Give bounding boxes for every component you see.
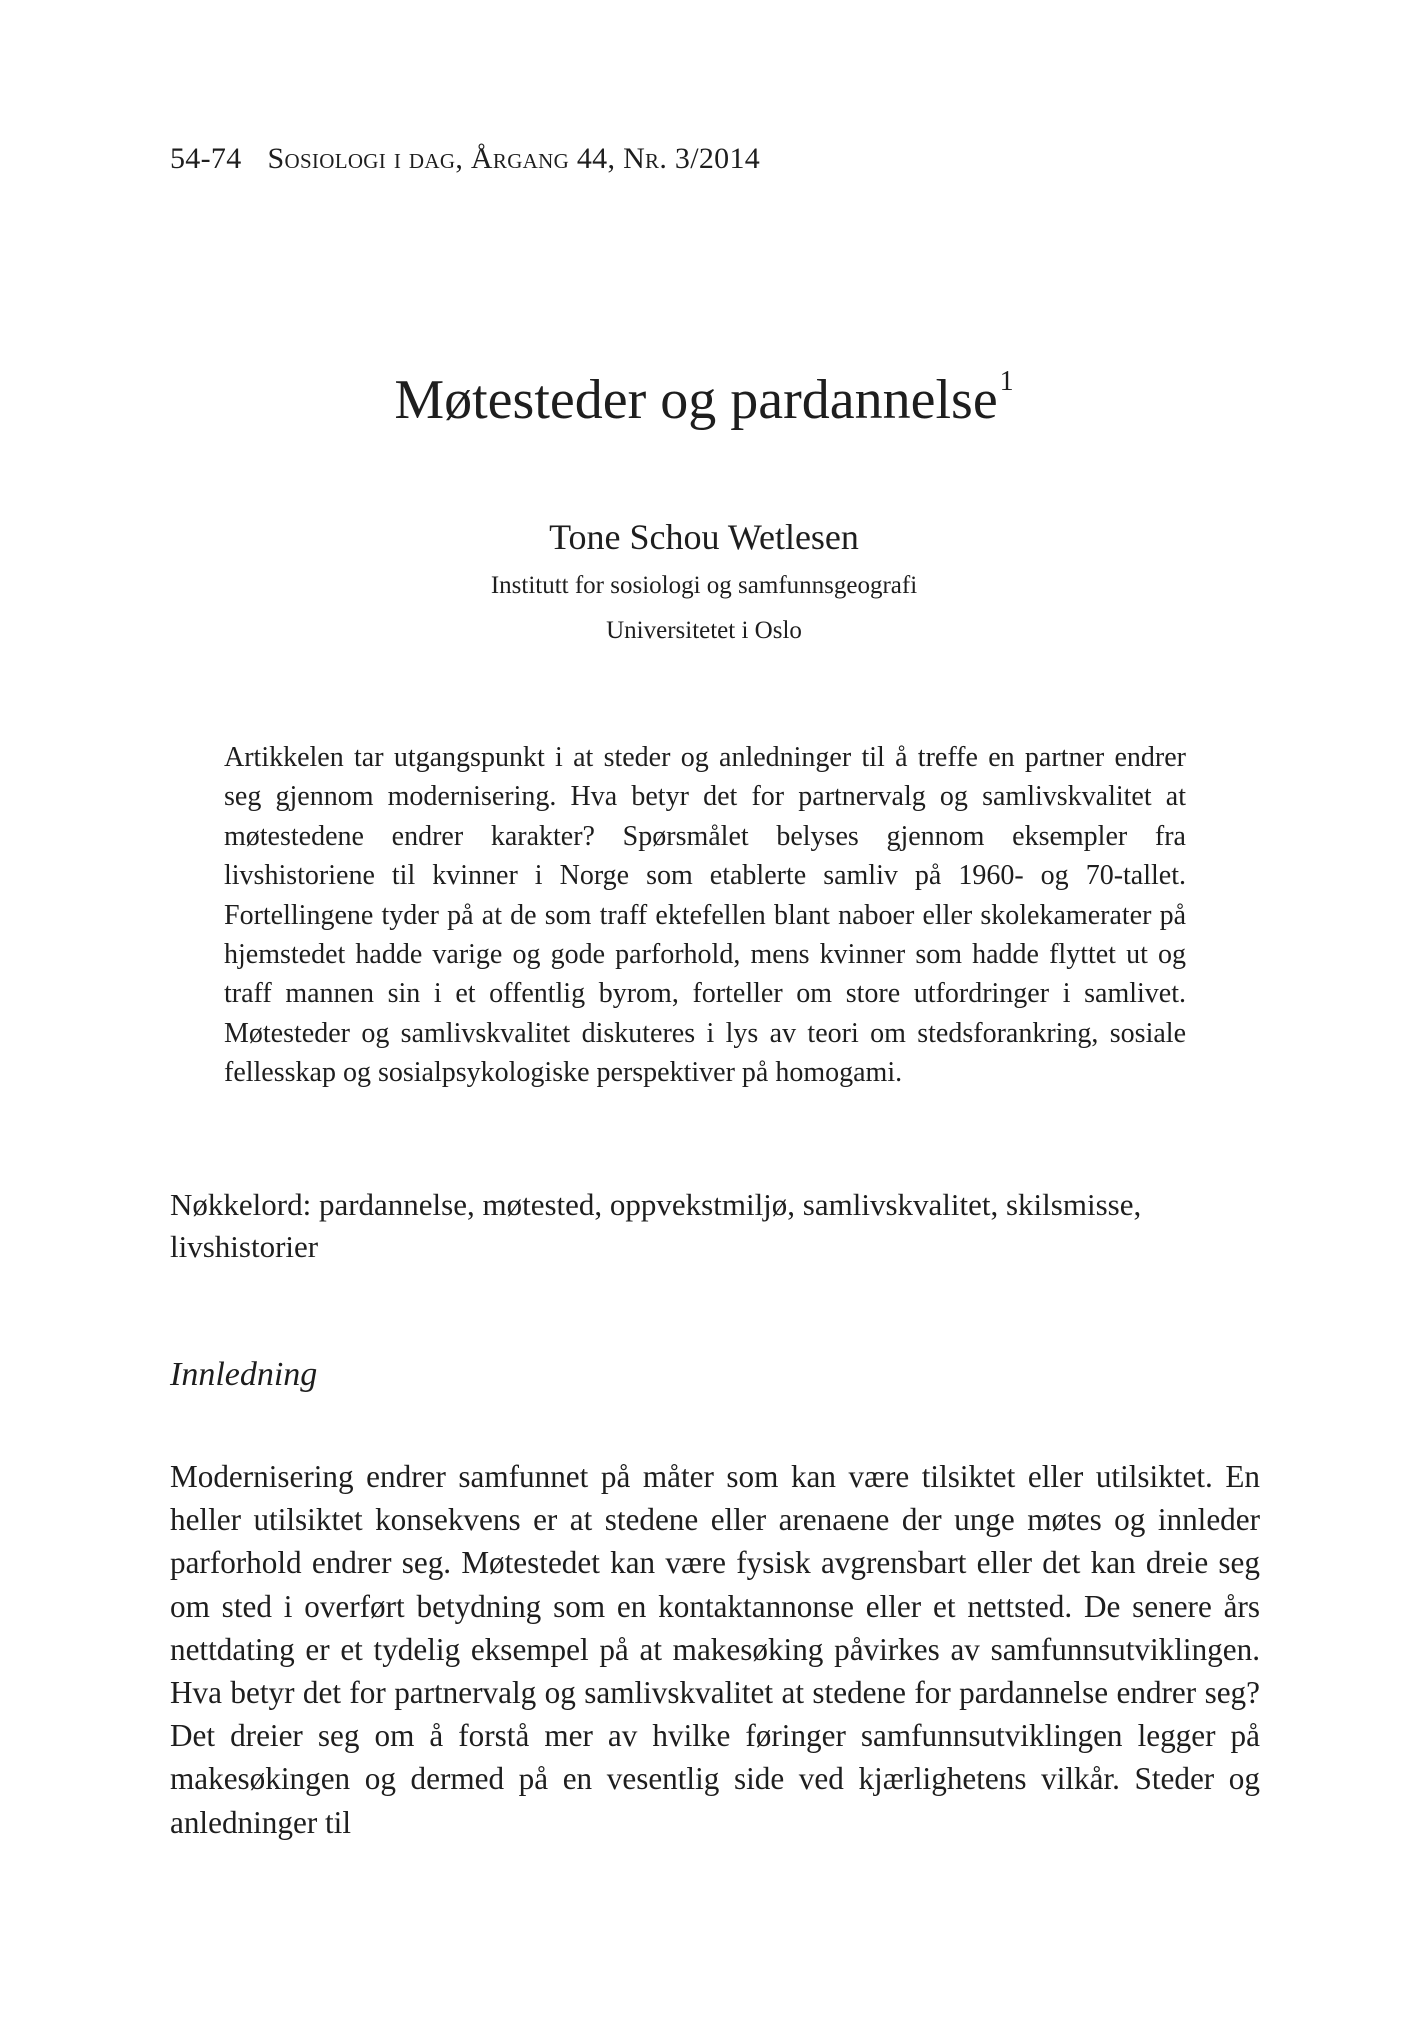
body-paragraph: Modernisering endrer samfunnet på måter som kan være tilsiktet eller utilsiktet. En heller utilsiktet konsekvens er at stedene eller arenaene der unge møtes og innleder parforhold endrer seg. Møtestedet kan være fysisk avgrensbart eller det kan dreie seg om sted i overført betydning som en kontaktannonse eller et nettsted. De senere års nettdating er et tydelig eksempel på at makesøking påvirkes av samfunnsutviklingen. Hva betyr det for partnervalg og samlivskvalitet at stedene for pardannelse endrer seg? Det dreier seg om å forstå mer av hvilke føringer samfunnsutviklingen legger på makesøkingen og dermed på en vesentlig side ved kjærlighetens vilkår. Steder og anledninger til [170, 1459, 1260, 1840]
page-range: 54-74 [170, 142, 242, 175]
journal-citation: Sosiologi i dag, Årgang 44, Nr. 3/2014 [267, 142, 761, 175]
author-name: Tone Schou Wetlesen [549, 517, 859, 557]
title-footnote-marker[interactable]: 1 [999, 366, 1014, 398]
article-title-text: Møtesteder og pardannelse [394, 369, 998, 431]
keywords-list: pardannelse, møtested, oppvekstmiljø, samlivskvalitet, skilsmisse, livshistorier [170, 1187, 1142, 1264]
section-heading: Innledning [170, 1356, 318, 1393]
keywords-label: Nøkkelord: [170, 1187, 312, 1222]
author-department: Institutt for sosiologi og samfunnsgeografi [490, 572, 918, 599]
keywords [170, 1184, 1260, 1268]
article-title [0, 366, 1408, 432]
running-head [170, 142, 760, 176]
abstract: Artikkelen tar utgangspunkt i at steder og anledninger til å treffe en partner endrer seg gjennom modernisering. Hva betyr det for partnervalg og samlivskvalitet at møtestedene endrer karakter? Spørsmålet belyses gjennom eksempler fra livshistoriene til kvinner i Norge som etablerte samliv på 1960- og 70-tallet. Fortellingene tyder på at de som traff ektefellen blant naboer eller skolekamerater på hjemstedet hadde varige og gode parforhold, mens kvinner som hadde flyttet ut og traff mannen sin i et offentlig byrom, forteller om store utfordringer i samlivet. Møtesteder og samlivskvalitet diskuteres i lys av teori om stedsforankring, sosiale fellesskap og sosialpsykologiske perspektiver på homogami. [224, 742, 1186, 1089]
author-university: Universitetet i Oslo [606, 617, 802, 644]
